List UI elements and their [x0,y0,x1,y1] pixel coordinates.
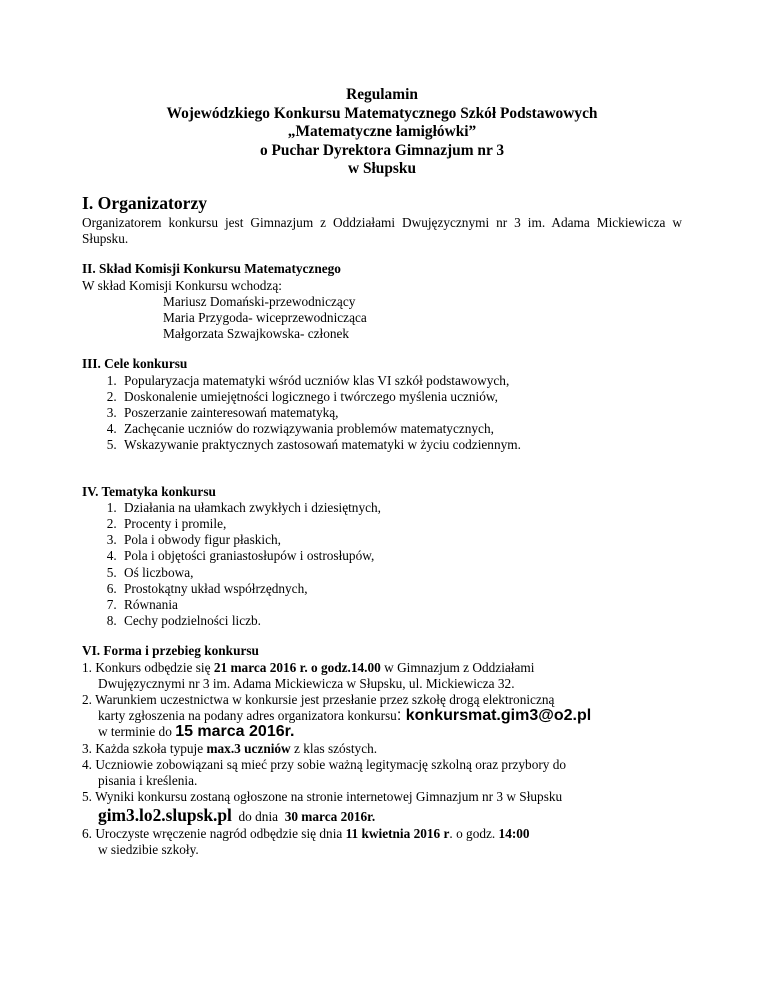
form-item-1 [82,660,682,676]
section-heading-organizers: I. Organizatorzy [82,192,208,213]
organizers-text: Organizatorem konkursu jest Gimnazjum z Oddziałami Dwujęzycznymi nr 3 im. Adama Mickiewicza w Słupsku. [82,214,682,247]
section-heading-topics: IV. Tematyka konkursu [82,483,216,499]
item-text: z klas szóstych. [290,740,378,756]
students-limit: max.3 uczniów [206,740,291,756]
deadline-date: 15 marca 2016r. [175,723,295,741]
item-continuation: pisania i kreślenia. [98,773,198,789]
list-item: 2. Doskonalenie umiejętności logicznego i twórczego myślenia uczniów, [120,389,682,405]
item-text: Uroczyste wręczenie nagród odbędzie się dnia [95,825,346,841]
item-text: w terminie do [98,724,176,740]
list-item: 3. Poszerzanie zainteresowań matematyką, [120,405,682,421]
form-item-6 [82,826,682,842]
item-number: 6. [82,825,92,841]
results-website: gim3.lo2.slupsk.pl [98,805,232,826]
list-item: 1. Popularyzacja matematyki wśród uczniów klas VI szkół podstawowych, [120,373,682,389]
item-number: 1. [82,659,92,675]
title-line: „Matematyczne łamigłówki” [287,123,477,141]
committee-member: Mariusz Domański-przewodniczący [163,293,356,309]
title-line: Wojewódzkiego Konkursu Matematycznego Szkół Podstawowych [166,104,598,122]
item-number: 2. [82,692,92,708]
contest-date: 21 marca 2016 r. o godz.14.00 [213,659,381,675]
title-line: w Słupsku [347,160,417,178]
organizer-email: konkursmat.gim3@o2.pl [405,707,592,725]
item-continuation [82,708,682,724]
item-text: Warunkiem uczestnictwa w konkursie jest przesłanie przez szkołę drogą elektroniczną [95,692,555,708]
list-item: 4. Zachęcanie uczniów do rozwiązywania problemów matematycznych, [120,421,682,437]
list-item: 1. Działania na ułamkach zwykłych i dziesiętnych, [120,500,682,516]
list-item: 5. Wskazywanie praktycznych zastosowań matematyki w życiu codziennym. [120,437,682,453]
item-text: Uczniowie zobowiązani są mieć przy sobie ważną legitymację szkolną oraz przybory do [95,756,567,772]
item-text: Każda szkoła typuje [95,740,207,756]
section-heading-form: VI. Forma i przebieg konkursu [82,643,259,659]
title-line: Regulamin [346,86,418,103]
ceremony-date: 11 kwietnia 2016 r [345,825,450,841]
form-item-5 [82,789,682,805]
list-item: 3. Pola i obwody figur płaskich, [120,532,682,548]
list-item: 2. Procenty i promile, [120,516,682,532]
form-list [82,660,682,858]
item-text: w Gimnazjum z Oddziałami [380,659,535,675]
item-text: . o godz. [449,825,499,841]
list-item: 4. Pola i objętości graniastosłupów i ostrosłupów, [120,548,682,564]
goals-list [82,373,682,454]
list-item: 7. Równania [120,597,682,613]
title-line: o Puchar Dyrektora Gimnazjum nr 3 [259,141,505,159]
list-item: 5. Oś liczbowa, [120,565,682,581]
section-heading-goals: III. Cele konkursu [82,356,188,372]
form-item-4 [82,757,682,773]
results-date: 30 marca 2016r. [284,809,376,825]
committee-intro: W skład Komisji Konkursu wchodzą: [82,277,282,293]
item-continuation [82,724,682,740]
item-number: 4. [82,756,92,772]
list-item: 8. Cechy podzielności liczb. [120,613,682,629]
item-text: Konkurs odbędzie się [95,659,214,675]
document-page [82,86,682,858]
item-continuation [82,807,682,825]
form-item-2 [82,692,682,708]
item-text: do dnia [231,809,285,825]
item-continuation: Dwujęzycznymi nr 3 im. Adama Mickiewicza w Słupsku, ul. Mickiewicza 32. [98,675,515,691]
document-title [82,86,682,179]
committee-members [82,294,682,343]
item-number: 3. [82,740,92,756]
item-number: 5. [82,789,92,805]
item-text: : [396,707,406,725]
ceremony-time: 14:00 [498,825,530,841]
item-text: Wyniki konkursu zostaną ogłoszone na stronie internetowej Gimnazjum nr 3 w Słupsku [95,789,563,805]
item-continuation: w siedzibie szkoły. [98,841,199,857]
committee-member: Małgorzata Szwajkowska- członek [163,326,350,342]
committee-member: Maria Przygoda- wiceprzewodnicząca [163,309,367,325]
form-item-3 [82,741,682,757]
section-heading-committee: II. Skład Komisji Konkursu Matematycznego [82,261,341,277]
topics-list [82,500,682,630]
list-item: 6. Prostokątny układ współrzędnych, [120,581,682,597]
item-text: karty zgłoszenia na podany adres organizatora konkursu [98,708,397,724]
